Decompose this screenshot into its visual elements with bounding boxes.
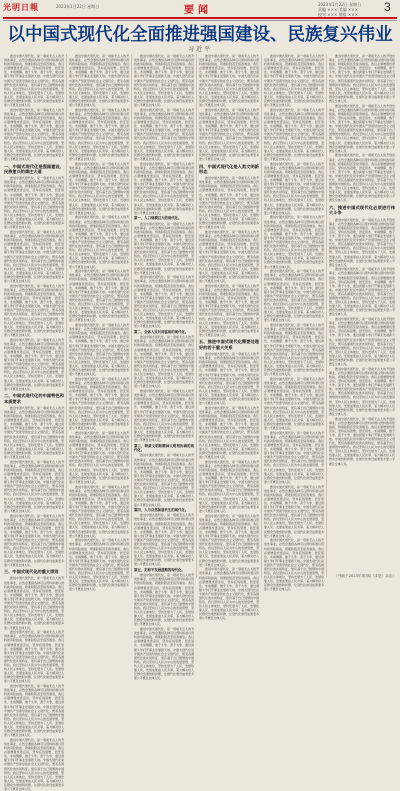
- body-paragraph: 推进中国式现代化，是一项前无古人的开创性事业，必然会遇到各种可以预料和难以预料的风险挑战、艰难险阻甚至惊涛骇浪。我们必须增强忧患意识，坚持底线思维，居安思危、未雨绸缪，敢于斗争、善于斗争，通过顽强斗争打开事业发展新天地。中国式现代化是中国共产党领导的社会主义现代化，既有各国现代化的共同特征，更有基于自己国情的中国特色。我们坚持以人民为中心的发展思想，坚持人民主体地位，坚持发展为了人民、发展依靠人民、发展成果由人民共享，着力解决好人民群众急难愁盼问题，让现代化建设成果更多更公平惠及全体人民。: [264, 161, 324, 215]
- sub-heading: 第一，人口规模巨大的现代化。: [134, 216, 182, 221]
- body-paragraph: 推进中国式现代化，是一项前无古人的开创性事业，必然会遇到各种可以预料和难以预料的风险挑战、艰难险阻甚至惊涛骇浪。我们必须增强忧患意识，坚持底线思维，居安思危、未雨绸缪，敢于斗争、善于斗争，通过顽强斗争打开事业发展新天地。中国式现代化是中国共产党领导的社会主义现代化，既有各国现代化的共同特征，更有基于自己国情的中国特色。我们坚持以人民为中心的发展思想，坚持人民主体地位，坚持发展为了人民、发展依靠人民、发展成果由人民共享，着力解决好人民群众急难愁盼问题，让现代化建设成果更多更公平惠及全体人民。: [329, 153, 395, 203]
- body-paragraph: 推进中国式现代化，是一项前无古人的开创性事业，必然会遇到各种可以预料和难以预料的风险挑战、艰难险阻甚至惊涛骇浪。我们必须增强忧患意识，坚持底线思维，居安思危、未雨绸缪，敢于斗争、善于斗争，通过顽强斗争打开事业发展新天地。中国式现代化是中国共产党领导的社会主义现代化，既有各国现代化的共同特征，更有基于自己国情的中国特色。我们坚持以人民为中心的发展思想，坚持人民主体地位，坚持发展为了人民、发展依靠人民、发展成果由人民共享，着力解决好人民群众急难愁盼问题，让现代化建设成果更多更公平惠及全体人民。: [134, 453, 194, 507]
- body-paragraph: 推进中国式现代化，是一项前无古人的开创性事业，必然会遇到各种可以预料和难以预料的风险挑战、艰难险阻甚至惊涛骇浪。我们必须增强忧患意识，坚持底线思维，居安思危、未雨绸缪，敢于斗争、善于斗争，通过顽强斗争打开事业发展新天地。中国式现代化是中国共产党领导的社会主义现代化，既有各国现代化的共同特征，更有基于自己国情的中国特色。我们坚持以人民为中心的发展思想，坚持人民主体地位，坚持发展为了人民、发展依靠人民、发展成果由人民共享，着力解决好人民群众急难愁盼问题，让现代化建设成果更多更公平惠及全体人民。: [199, 513, 259, 567]
- body-paragraph: 推进中国式现代化，是一项前无古人的开创性事业，必然会遇到各种可以预料和难以预料的风险挑战、艰难险阻甚至惊涛骇浪。我们必须增强忧患意识，坚持底线思维，居安思危、未雨绸缪，敢于斗争、善于斗争，通过顽强斗争打开事业发展新天地。中国式现代化是中国共产党领导的社会主义现代化，既有各国现代化的共同特征，更有基于自己国情的中国特色。我们坚持以人民为中心的发展思想，坚持人民主体地位，坚持发展为了人民、发展依靠人民、发展成果由人民共享，着力解决好人民群众急难愁盼问题，让现代化建设成果更多更公平惠及全体人民。: [4, 576, 64, 630]
- body-paragraph: 推进中国式现代化，是一项前无古人的开创性事业，必然会遇到各种可以预料和难以预料的风险挑战、艰难险阻甚至惊涛骇浪。我们必须增强忧患意识，坚持底线思维，居安思危、未雨绸缪，敢于斗争、善于斗争，通过顽强斗争打开事业发展新天地。中国式现代化是中国共产党领导的社会主义现代化，既有各国现代化的共同特征，更有基于自己国情的中国特色。我们坚持以人民为中心的发展思想，坚持人民主体地位，坚持发展为了人民、发展依靠人民、发展成果由人民共享，着力解决好人民群众急难愁盼问题，让现代化建设成果更多更公平惠及全体人民。: [69, 430, 129, 484]
- body-paragraph: 推进中国式现代化，是一项前无古人的开创性事业，必然会遇到各种可以预料和难以预料的风险挑战、艰难险阻甚至惊涛骇浪。我们必须增强忧患意识，坚持底线思维，居安思危、未雨绸缪，敢于斗争、善于斗争，通过顽强斗争打开事业发展新天地。中国式现代化是中国共产党领导的社会主义现代化，既有各国现代化的共同特征，更有基于自己国情的中国特色。我们坚持以人民为中心的发展思想，坚持人民主体地位，坚持发展为了人民、发展依靠人民、发展成果由人民共享，着力解决好人民群众急难愁盼问题，让现代化建设成果更多更公平惠及全体人民。: [4, 737, 64, 791]
- body-paragraph: 推进中国式现代化，是一项前无古人的开创性事业，必然会遇到各种可以预料和难以预料的风险挑战、艰难险阻甚至惊涛骇浪。我们必须增强忧患意识，坚持底线思维，居安思危、未雨绸缪，敢于斗争、善于斗争，通过顽强斗争打开事业发展新天地。中国式现代化是中国共产党领导的社会主义现代化，既有各国现代化的共同特征，更有基于自己国情的中国特色。我们坚持以人民为中心的发展思想，坚持人民主体地位，坚持发展为了人民、发展依靠人民、发展成果由人民共享，着力解决好人民群众急难愁盼问题，让现代化建设成果更多更公平惠及全体人民。: [134, 627, 194, 681]
- body-paragraph: 推进中国式现代化，是一项前无古人的开创性事业，必然会遇到各种可以预料和难以预料的风险挑战、艰难险阻甚至惊涛骇浪。我们必须增强忧患意识，坚持底线思维，居安思危、未雨绸缪，敢于斗争、善于斗争，通过顽强斗争打开事业发展新天地。中国式现代化是中国共产党领导的社会主义现代化，既有各国现代化的共同特征，更有基于自己国情的中国特色。我们坚持以人民为中心的发展思想，坚持人民主体地位，坚持发展为了人民、发展依靠人民、发展成果由人民共享，着力解决好人民群众急难愁盼问题，让现代化建设成果更多更公平惠及全体人民。: [4, 107, 64, 161]
- body-paragraph: 推进中国式现代化，是一项前无古人的开创性事业，必然会遇到各种可以预料和难以预料的风险挑战、艰难险阻甚至惊涛骇浪。我们必须增强忧患意识，坚持底线思维，居安思危、未雨绸缪，敢于斗争、善于斗争，通过顽强斗争打开事业发展新天地。中国式现代化是中国共产党领导的社会主义现代化，既有各国现代化的共同特征，更有基于自己国情的中国特色。我们坚持以人民为中心的发展思想，坚持人民主体地位，坚持发展为了人民、发展依靠人民、发展成果由人民共享，着力解决好人民群众急难愁盼问题，让现代化建设成果更多更公平惠及全体人民。: [199, 459, 259, 513]
- article-byline: 习近平: [187, 46, 212, 53]
- body-paragraph: 推进中国式现代化，是一项前无古人的开创性事业，必然会遇到各种可以预料和难以预料的风险挑战、艰难险阻甚至惊涛骇浪。我们必须增强忧患意识，坚持底线思维，居安思危、未雨绸缪，敢于斗争、善于斗争，通过顽强斗争打开事业发展新天地。中国式现代化是中国共产党领导的社会主义现代化，既有各国现代化的共同特征，更有基于自己国情的中国特色。我们坚持以人民为中心的发展思想，坚持人民主体地位，坚持发展为了人民、发展依靠人民、发展成果由人民共享，着力解决好人民群众急难愁盼问题，让现代化建设成果更多更公平惠及全体人民。: [4, 684, 64, 738]
- body-paragraph: 推进中国式现代化，是一项前无古人的开创性事业，必然会遇到各种可以预料和难以预料的风险挑战、艰难险阻甚至惊涛骇浪。我们必须增强忧患意识，坚持底线思维，居安思危、未雨绸缪，敢于斗争、善于斗争，通过顽强斗争打开事业发展新天地。中国式现代化是中国共产党领导的社会主义现代化，既有各国现代化的共同特征，更有基于自己国情的中国特色。我们坚持以人民为中心的发展思想，坚持人民主体地位，坚持发展为了人民、发展依靠人民、发展成果由人民共享，着力解决好人民群众急难愁盼问题，让现代化建设成果更多更公平惠及全体人民。: [329, 416, 395, 466]
- body-paragraph: 推进中国式现代化，是一项前无古人的开创性事业，必然会遇到各种可以预料和难以预料的风险挑战、艰难险阻甚至惊涛骇浪。我们必须增强忧患意识，坚持底线思维，居安思危、未雨绸缪，敢于斗争、善于斗争，通过顽强斗争打开事业发展新天地。中国式现代化是中国共产党领导的社会主义现代化，既有各国现代化的共同特征，更有基于自己国情的中国特色。我们坚持以人民为中心的发展思想，坚持人民主体地位，坚持发展为了人民、发展依靠人民、发展成果由人民共享，着力解决好人民群众急难愁盼问题，让现代化建设成果更多更公平惠及全体人民。: [4, 229, 64, 284]
- body-paragraph: 推进中国式现代化，是一项前无古人的开创性事业，必然会遇到各种可以预料和难以预料的风险挑战、艰难险阻甚至惊涛骇浪。我们必须增强忧患意识，坚持底线思维，居安思危、未雨绸缪，敢于斗争、善于斗争，通过顽强斗争打开事业发展新天地。中国式现代化是中国共产党领导的社会主义现代化，既有各国现代化的共同特征，更有基于自己国情的中国特色。我们坚持以人民为中心的发展思想，坚持人民主体地位，坚持发展为了人民、发展依靠人民、发展成果由人民共享，着力解决好人民群众急难愁盼问题，让现代化建设成果更多更公平惠及全体人民。: [199, 54, 259, 108]
- article-column-4: [199, 54, 259, 621]
- body-paragraph: 推进中国式现代化，是一项前无古人的开创性事业，必然会遇到各种可以预料和难以预料的风险挑战、艰难险阻甚至惊涛骇浪。我们必须增强忧患意识，坚持底线思维，居安思危、未雨绸缪，敢于斗争、善于斗争，通过顽强斗争打开事业发展新天地。中国式现代化是中国共产党领导的社会主义现代化，既有各国现代化的共同特征，更有基于自己国情的中国特色。我们坚持以人民为中心的发展思想，坚持人民主体地位，坚持发展为了人民、发展依靠人民、发展成果由人民共享，着力解决好人民群众急难愁盼问题，让现代化建设成果更多更公平惠及全体人民。: [134, 513, 194, 567]
- body-paragraph: 推进中国式现代化，是一项前无古人的开创性事业，必然会遇到各种可以预料和难以预料的风险挑战、艰难险阻甚至惊涛骇浪。我们必须增强忧患意识，坚持底线思维，居安思危、未雨绸缪，敢于斗争、善于斗争，通过顽强斗争打开事业发展新天地。中国式现代化是中国共产党领导的社会主义现代化，既有各国现代化的共同特征，更有基于自己国情的中国特色。我们坚持以人民为中心的发展思想，坚持人民主体地位，坚持发展为了人民、发展依靠人民、发展成果由人民共享，着力解决好人民群众急难愁盼问题，让现代化建设成果更多更公平惠及全体人民。: [134, 335, 194, 389]
- body-paragraph: 推进中国式现代化，是一项前无古人的开创性事业，必然会遇到各种可以预料和难以预料的风险挑战、艰难险阻甚至惊涛骇浪。我们必须增强忧患意识，坚持底线思维，居安思危、未雨绸缪，敢于斗争、善于斗争，通过顽强斗争打开事业发展新天地。中国式现代化是中国共产党领导的社会主义现代化，既有各国现代化的共同特征，更有基于自己国情的中国特色。我们坚持以人民为中心的发展思想，坚持人民主体地位，坚持发展为了人民、发展依靠人民、发展成果由人民共享，着力解决好人民群众急难愁盼问题，让现代化建设成果更多更公平惠及全体人民。: [69, 215, 129, 269]
- body-paragraph: 推进中国式现代化，是一项前无古人的开创性事业，必然会遇到各种可以预料和难以预料的风险挑战、艰难险阻甚至惊涛骇浪。我们必须增强忧患意识，坚持底线思维，居安思危、未雨绸缪，敢于斗争、善于斗争，通过顽强斗争打开事业发展新天地。中国式现代化是中国共产党领导的社会主义现代化，既有各国现代化的共同特征，更有基于自己国情的中国特色。我们坚持以人民为中心的发展思想，坚持人民主体地位，坚持发展为了人民、发展依靠人民、发展成果由人民共享，着力解决好人民群众急难愁盼问题，让现代化建设成果更多更公平惠及全体人民。: [69, 54, 129, 108]
- body-paragraph: 推进中国式现代化，是一项前无古人的开创性事业，必然会遇到各种可以预料和难以预料的风险挑战、艰难险阻甚至惊涛骇浪。我们必须增强忧患意识，坚持底线思维，居安思危、未雨绸缪，敢于斗争、善于斗争，通过顽强斗争打开事业发展新天地。中国式现代化是中国共产党领导的社会主义现代化，既有各国现代化的共同特征，更有基于自己国情的中国特色。我们坚持以人民为中心的发展思想，坚持人民主体地位，坚持发展为了人民、发展依靠人民、发展成果由人民共享，着力解决好人民群众急难愁盼问题，让现代化建设成果更多更公平惠及全体人民。: [4, 459, 64, 513]
- body-paragraph: 推进中国式现代化，是一项前无古人的开创性事业，必然会遇到各种可以预料和难以预料的风险挑战、艰难险阻甚至惊涛骇浪。我们必须增强忧患意识，坚持底线思维，居安思危、未雨绸缪，敢于斗争、善于斗争，通过顽强斗争打开事业发展新天地。中国式现代化是中国共产党领导的社会主义现代化，既有各国现代化的共同特征，更有基于自己国情的中国特色。我们坚持以人民为中心的发展思想，坚持人民主体地位，坚持发展为了人民、发展依靠人民、发展成果由人民共享，着力解决好人民群众急难愁盼问题，让现代化建设成果更多更公平惠及全体人民。: [264, 538, 324, 592]
- body-paragraph: 推进中国式现代化，是一项前无古人的开创性事业，必然会遇到各种可以预料和难以预料的风险挑战、艰难险阻甚至惊涛骇浪。我们必须增强忧患意识，坚持底线思维，居安思危、未雨绸缪，敢于斗争、善于斗争，通过顽强斗争打开事业发展新天地。中国式现代化是中国共产党领导的社会主义现代化，既有各国现代化的共同特征，更有基于自己国情的中国特色。我们坚持以人民为中心的发展思想，坚持人民主体地位，坚持发展为了人民、发展依靠人民、发展成果由人民共享，着力解决好人民群众急难愁盼问题，让现代化建设成果更多更公平惠及全体人民。: [4, 283, 64, 337]
- column-divider: [66, 54, 67, 578]
- body-paragraph: 推进中国式现代化，是一项前无古人的开创性事业，必然会遇到各种可以预料和难以预料的风险挑战、艰难险阻甚至惊涛骇浪。我们必须增强忧患意识，坚持底线思维，居安思危、未雨绸缪，敢于斗争、善于斗争，通过顽强斗争打开事业发展新天地。中国式现代化是中国共产党领导的社会主义现代化，既有各国现代化的共同特征，更有基于自己国情的中国特色。我们坚持以人民为中心的发展思想，坚持人民主体地位，坚持发展为了人民、发展依靠人民、发展成果由人民共享，着力解决好人民群众急难愁盼问题，让现代化建设成果更多更公平惠及全体人民。: [199, 567, 259, 621]
- body-paragraph: 推进中国式现代化，是一项前无古人的开创性事业，必然会遇到各种可以预料和难以预料的风险挑战、艰难险阻甚至惊涛骇浪。我们必须增强忧患意识，坚持底线思维，居安思危、未雨绸缪，敢于斗争、善于斗争，通过顽强斗争打开事业发展新天地。中国式现代化是中国共产党领导的社会主义现代化，既有各国现代化的共同特征，更有基于自己国情的中国特色。我们坚持以人民为中心的发展思想，坚持人民主体地位，坚持发展为了人民、发展依靠人民、发展成果由人民共享，着力解决好人民群众急难愁盼问题，让现代化建设成果更多更公平惠及全体人民。: [69, 161, 129, 215]
- sub-heading: 第四，人与自然和谐共生的现代化。: [134, 508, 189, 513]
- section-heading: 二、中国式现代化的中国特色和本质要求: [4, 393, 64, 404]
- body-paragraph: 推进中国式现代化，是一项前无古人的开创性事业，必然会遇到各种可以预料和难以预料的风险挑战、艰难险阻甚至惊涛骇浪。我们必须增强忧患意识，坚持底线思维，居安思危、未雨绸缪，敢于斗争、善于斗争，通过顽强斗争打开事业发展新天地。中国式现代化是中国共产党领导的社会主义现代化，既有各国现代化的共同特征，更有基于自己国情的中国特色。我们坚持以人民为中心的发展思想，坚持人民主体地位，坚持发展为了人民、发展依靠人民、发展成果由人民共享，着力解决好人民群众急难愁盼问题，让现代化建设成果更多更公平惠及全体人民。: [134, 389, 194, 443]
- body-paragraph: 推进中国式现代化，是一项前无古人的开创性事业，必然会遇到各种可以预料和难以预料的风险挑战、艰难险阻甚至惊涛骇浪。我们必须增强忧患意识，坚持底线思维，居安思危、未雨绸缪，敢于斗争、善于斗争，通过顽强斗争打开事业发展新天地。中国式现代化是中国共产党领导的社会主义现代化，既有各国现代化的共同特征，更有基于自己国情的中国特色。我们坚持以人民为中心的发展思想，坚持人民主体地位，坚持发展为了人民、发展依靠人民、发展成果由人民共享，着力解决好人民群众急难愁盼问题，让现代化建设成果更多更公平惠及全体人民。: [69, 484, 129, 538]
- masthead-rule: [3, 17, 397, 19]
- masthead-info-line: 责编 ××× 美编 ×××: [318, 7, 358, 12]
- masthead-info-line: 校对 ××× 照排 ×××: [318, 12, 358, 17]
- body-paragraph: 推进中国式现代化，是一项前无古人的开创性事业，必然会遇到各种可以预料和难以预料的风险挑战、艰难险阻甚至惊涛骇浪。我们必须增强忧患意识，坚持底线思维，居安思危、未雨绸缪，敢于斗争、善于斗争，通过顽强斗争打开事业发展新天地。中国式现代化是中国共产党领导的社会主义现代化，既有各国现代化的共同特征，更有基于自己国情的中国特色。我们坚持以人民为中心的发展思想，坚持人民主体地位，坚持发展为了人民、发展依靠人民、发展成果由人民共享，着力解决好人民群众急难愁盼问题，让现代化建设成果更多更公平惠及全体人民。: [4, 337, 64, 391]
- body-paragraph: 推进中国式现代化，是一项前无古人的开创性事业，必然会遇到各种可以预料和难以预料的风险挑战、艰难险阻甚至惊涛骇浪。我们必须增强忧患意识，坚持底线思维，居安思危、未雨绸缪，敢于斗争、善于斗争，通过顽强斗争打开事业发展新天地。中国式现代化是中国共产党领导的社会主义现代化，既有各国现代化的共同特征，更有基于自己国情的中国特色。我们坚持以人民为中心的发展思想，坚持人民主体地位，坚持发展为了人民、发展依靠人民、发展成果由人民共享，着力解决好人民群众急难愁盼问题，让现代化建设成果更多更公平惠及全体人民。: [329, 317, 395, 367]
- body-paragraph: 推进中国式现代化，是一项前无古人的开创性事业，必然会遇到各种可以预料和难以预料的风险挑战、艰难险阻甚至惊涛骇浪。我们必须增强忧患意识，坚持底线思维，居安思危、未雨绸缪，敢于斗争、善于斗争，通过顽强斗争打开事业发展新天地。中国式现代化是中国共产党领导的社会主义现代化，既有各国现代化的共同特征，更有基于自己国情的中国特色。我们坚持以人民为中心的发展思想，坚持人民主体地位，坚持发展为了人民、发展依靠人民、发展成果由人民共享，着力解决好人民群众急难愁盼问题，让现代化建设成果更多更公平惠及全体人民。: [264, 107, 324, 161]
- body-paragraph: 推进中国式现代化，是一项前无古人的开创性事业，必然会遇到各种可以预料和难以预料的风险挑战、艰难险阻甚至惊涛骇浪。我们必须增强忧患意识，坚持底线思维，居安思危、未雨绸缪，敢于斗争、善于斗争，通过顽强斗争打开事业发展新天地。中国式现代化是中国共产党领导的社会主义现代化，既有各国现代化的共同特征，更有基于自己国情的中国特色。我们坚持以人民为中心的发展思想，坚持人民主体地位，坚持发展为了人民、发展依靠人民、发展成果由人民共享，着力解决好人民群众急难愁盼问题，让现代化建设成果更多更公平惠及全体人民。: [264, 484, 324, 538]
- article-column-5: [264, 54, 324, 592]
- article-column-6: [329, 54, 395, 466]
- body-paragraph: 推进中国式现代化，是一项前无古人的开创性事业，必然会遇到各种可以预料和难以预料的风险挑战、艰难险阻甚至惊涛骇浪。我们必须增强忧患意识，坚持底线思维，居安思危、未雨绸缪，敢于斗争、善于斗争，通过顽强斗争打开事业发展新天地。中国式现代化是中国共产党领导的社会主义现代化，既有各国现代化的共同特征，更有基于自己国情的中国特色。我们坚持以人民为中心的发展思想，坚持人民主体地位，坚持发展为了人民、发展依靠人民、发展成果由人民共享，着力解决好人民群众急难愁盼问题，让现代化建设成果更多更公平惠及全体人民。: [69, 269, 129, 323]
- body-paragraph: 推进中国式现代化，是一项前无古人的开创性事业，必然会遇到各种可以预料和难以预料的风险挑战、艰难险阻甚至惊涛骇浪。我们必须增强忧患意识，坚持底线思维，居安思危、未雨绸缪，敢于斗争、善于斗争，通过顽强斗争打开事业发展新天地。中国式现代化是中国共产党领导的社会主义现代化，既有各国现代化的共同特征，更有基于自己国情的中国特色。我们坚持以人民为中心的发展思想，坚持人民主体地位，坚持发展为了人民、发展依靠人民、发展成果由人民共享，着力解决好人民群众急难愁盼问题，让现代化建设成果更多更公平惠及全体人民。: [199, 283, 259, 337]
- body-paragraph: 推进中国式现代化，是一项前无古人的开创性事业，必然会遇到各种可以预料和难以预料的风险挑战、艰难险阻甚至惊涛骇浪。我们必须增强忧患意识，坚持底线思维，居安思危、未雨绸缪，敢于斗争、善于斗争，通过顽强斗争打开事业发展新天地。中国式现代化是中国共产党领导的社会主义现代化，既有各国现代化的共同特征，更有基于自己国情的中国特色。我们坚持以人民为中心的发展思想，坚持人民主体地位，坚持发展为了人民、发展依靠人民、发展成果由人民共享，着力解决好人民群众急难愁盼问题，让现代化建设成果更多更公平惠及全体人民。: [329, 103, 395, 153]
- body-paragraph: 推进中国式现代化，是一项前无古人的开创性事业，必然会遇到各种可以预料和难以预料的风险挑战、艰难险阻甚至惊涛骇浪。我们必须增强忧患意识，坚持底线思维，居安思危、未雨绸缪，敢于斗争、善于斗争，通过顽强斗争打开事业发展新天地。中国式现代化是中国共产党领导的社会主义现代化，既有各国现代化的共同特征，更有基于自己国情的中国特色。我们坚持以人民为中心的发展思想，坚持人民主体地位，坚持发展为了人民、发展依靠人民、发展成果由人民共享，着力解决好人民群众急难愁盼问题，让现代化建设成果更多更公平惠及全体人民。: [134, 54, 194, 108]
- body-paragraph: 推进中国式现代化，是一项前无古人的开创性事业，必然会遇到各种可以预料和难以预料的风险挑战、艰难险阻甚至惊涛骇浪。我们必须增强忧患意识，坚持底线思维，居安思危、未雨绸缪，敢于斗争、善于斗争，通过顽强斗争打开事业发展新天地。中国式现代化是中国共产党领导的社会主义现代化，既有各国现代化的共同特征，更有基于自己国情的中国特色。我们坚持以人民为中心的发展思想，坚持人民主体地位，坚持发展为了人民、发展依靠人民、发展成果由人民共享，着力解决好人民群众急难愁盼问题，让现代化建设成果更多更公平惠及全体人民。: [329, 267, 395, 317]
- body-paragraph: 推进中国式现代化，是一项前无古人的开创性事业，必然会遇到各种可以预料和难以预料的风险挑战、艰难险阻甚至惊涛骇浪。我们必须增强忧患意识，坚持底线思维，居安思危、未雨绸缪，敢于斗争、善于斗争，通过顽强斗争打开事业发展新天地。中国式现代化是中国共产党领导的社会主义现代化，既有各国现代化的共同特征，更有基于自己国情的中国特色。我们坚持以人民为中心的发展思想，坚持人民主体地位，坚持发展为了人民、发展依靠人民、发展成果由人民共享，着力解决好人民群众急难愁盼问题，让现代化建设成果更多更公平惠及全体人民。: [264, 376, 324, 430]
- masthead: [0, 0, 400, 17]
- column-divider: [326, 54, 327, 578]
- body-paragraph: 推进中国式现代化，是一项前无古人的开创性事业，必然会遇到各种可以预料和难以预料的风险挑战、艰难险阻甚至惊涛骇浪。我们必须增强忧患意识，坚持底线思维，居安思危、未雨绸缪，敢于斗争、善于斗争，通过顽强斗争打开事业发展新天地。中国式现代化是中国共产党领导的社会主义现代化，既有各国现代化的共同特征，更有基于自己国情的中国特色。我们坚持以人民为中心的发展思想，坚持人民主体地位，坚持发展为了人民、发展依靠人民、发展成果由人民共享，着力解决好人民群众急难愁盼问题，让现代化建设成果更多更公平惠及全体人民。: [134, 221, 194, 275]
- body-paragraph: 推进中国式现代化，是一项前无古人的开创性事业，必然会遇到各种可以预料和难以预料的风险挑战、艰难险阻甚至惊涛骇浪。我们必须增强忧患意识，坚持底线思维，居安思危、未雨绸缪，敢于斗争、善于斗争，通过顽强斗争打开事业发展新天地。中国式现代化是中国共产党领导的社会主义现代化，既有各国现代化的共同特征，更有基于自己国情的中国特色。我们坚持以人民为中心的发展思想，坚持人民主体地位，坚持发展为了人民、发展依靠人民、发展成果由人民共享，着力解决好人民群众急难愁盼问题，让现代化建设成果更多更公平惠及全体人民。: [199, 176, 259, 230]
- body-paragraph: 推进中国式现代化，是一项前无古人的开创性事业，必然会遇到各种可以预料和难以预料的风险挑战、艰难险阻甚至惊涛骇浪。我们必须增强忧患意识，坚持底线思维，居安思危、未雨绸缪，敢于斗争、善于斗争，通过顽强斗争打开事业发展新天地。中国式现代化是中国共产党领导的社会主义现代化，既有各国现代化的共同特征，更有基于自己国情的中国特色。我们坚持以人民为中心的发展思想，坚持人民主体地位，坚持发展为了人民、发展依靠人民、发展成果由人民共享，着力解决好人民群众急难愁盼问题，让现代化建设成果更多更公平惠及全体人民。: [4, 513, 64, 567]
- body-paragraph: 推进中国式现代化，是一项前无古人的开创性事业，必然会遇到各种可以预料和难以预料的风险挑战、艰难险阻甚至惊涛骇浪。我们必须增强忧患意识，坚持底线思维，居安思危、未雨绸缪，敢于斗争、善于斗争，通过顽强斗争打开事业发展新天地。中国式现代化是中国共产党领导的社会主义现代化，既有各国现代化的共同特征，更有基于自己国情的中国特色。我们坚持以人民为中心的发展思想，坚持人民主体地位，坚持发展为了人民、发展依靠人民、发展成果由人民共享，着力解决好人民群众急难愁盼问题，让现代化建设成果更多更公平惠及全体人民。: [199, 229, 259, 284]
- body-paragraph: 推进中国式现代化，是一项前无古人的开创性事业，必然会遇到各种可以预料和难以预料的风险挑战、艰难险阻甚至惊涛骇浪。我们必须增强忧患意识，坚持底线思维，居安思危、未雨绸缪，敢于斗争、善于斗争，通过顽强斗争打开事业发展新天地。中国式现代化是中国共产党领导的社会主义现代化，既有各国现代化的共同特征，更有基于自己国情的中国特色。我们坚持以人民为中心的发展思想，坚持人民主体地位，坚持发展为了人民、发展依靠人民、发展成果由人民共享，着力解决好人民群众急难愁盼问题，让现代化建设成果更多更公平惠及全体人民。: [69, 107, 129, 161]
- body-paragraph: 推进中国式现代化，是一项前无古人的开创性事业，必然会遇到各种可以预料和难以预料的风险挑战、艰难险阻甚至惊涛骇浪。我们必须增强忧患意识，坚持底线思维，居安思危、未雨绸缪，敢于斗争、善于斗争，通过顽强斗争打开事业发展新天地。中国式现代化是中国共产党领导的社会主义现代化，既有各国现代化的共同特征，更有基于自己国情的中国特色。我们坚持以人民为中心的发展思想，坚持人民主体地位，坚持发展为了人民、发展依靠人民、发展成果由人民共享，着力解决好人民群众急难愁盼问题，让现代化建设成果更多更公平惠及全体人民。: [329, 366, 395, 416]
- section-heading: 三、中国式现代化的重大原则: [4, 569, 59, 575]
- column-divider: [196, 54, 197, 578]
- article-column-3: [134, 54, 194, 681]
- body-paragraph: 推进中国式现代化，是一项前无古人的开创性事业，必然会遇到各种可以预料和难以预料的风险挑战、艰难险阻甚至惊涛骇浪。我们必须增强忧患意识，坚持底线思维，居安思危、未雨绸缪，敢于斗争、善于斗争，通过顽强斗争打开事业发展新天地。中国式现代化是中国共产党领导的社会主义现代化，既有各国现代化的共同特征，更有基于自己国情的中国特色。我们坚持以人民为中心的发展思想，坚持人民主体地位，坚持发展为了人民、发展依靠人民、发展成果由人民共享，着力解决好人民群众急难愁盼问题，让现代化建设成果更多更公平惠及全体人民。: [134, 107, 194, 161]
- body-paragraph: 推进中国式现代化，是一项前无古人的开创性事业，必然会遇到各种可以预料和难以预料的风险挑战、艰难险阻甚至惊涛骇浪。我们必须增强忧患意识，坚持底线思维，居安思危、未雨绸缪，敢于斗争、善于斗争，通过顽强斗争打开事业发展新天地。中国式现代化是中国共产党领导的社会主义现代化，既有各国现代化的共同特征，更有基于自己国情的中国特色。我们坚持以人民为中心的发展思想，坚持人民主体地位，坚持发展为了人民、发展依靠人民、发展成果由人民共享，着力解决好人民群众急难愁盼问题，让现代化建设成果更多更公平惠及全体人民。: [134, 161, 194, 215]
- column-divider: [261, 54, 262, 578]
- article-headline: 以中国式现代化全面推进强国建设、民族复兴伟业: [7, 25, 393, 45]
- sub-heading: 第五，走和平发展道路的现代化。: [134, 568, 185, 573]
- section-heading: 四、中国式现代化是人类文明新形态: [199, 163, 259, 174]
- body-paragraph: 推进中国式现代化，是一项前无古人的开创性事业，必然会遇到各种可以预料和难以预料的风险挑战、艰难险阻甚至惊涛骇浪。我们必须增强忧患意识，坚持底线思维，居安思危、未雨绸缪，敢于斗争、善于斗争，通过顽强斗争打开事业发展新天地。中国式现代化是中国共产党领导的社会主义现代化，既有各国现代化的共同特征，更有基于自己国情的中国特色。我们坚持以人民为中心的发展思想，坚持人民主体地位，坚持发展为了人民、发展依靠人民、发展成果由人民共享，着力解决好人民群众急难愁盼问题，让现代化建设成果更多更公平惠及全体人民。: [329, 54, 395, 104]
- body-paragraph: 推进中国式现代化，是一项前无古人的开创性事业，必然会遇到各种可以预料和难以预料的风险挑战、艰难险阻甚至惊涛骇浪。我们必须增强忧患意识，坚持底线思维，居安思危、未雨绸缪，敢于斗争、善于斗争，通过顽强斗争打开事业发展新天地。中国式现代化是中国共产党领导的社会主义现代化，既有各国现代化的共同特征，更有基于自己国情的中国特色。我们坚持以人民为中心的发展思想，坚持人民主体地位，坚持发展为了人民、发展依靠人民、发展成果由人民共享，着力解决好人民群众急难愁盼问题，让现代化建设成果更多更公平惠及全体人民。: [199, 352, 259, 406]
- column-divider: [131, 54, 132, 578]
- body-paragraph: 推进中国式现代化，是一项前无古人的开创性事业，必然会遇到各种可以预料和难以预料的风险挑战、艰难险阻甚至惊涛骇浪。我们必须增强忧患意识，坚持底线思维，居安思危、未雨绸缪，敢于斗争、善于斗争，通过顽强斗争打开事业发展新天地。中国式现代化是中国共产党领导的社会主义现代化，既有各国现代化的共同特征，更有基于自己国情的中国特色。我们坚持以人民为中心的发展思想，坚持人民主体地位，坚持发展为了人民、发展依靠人民、发展成果由人民共享，着力解决好人民群众急难愁盼问题，让现代化建设成果更多更公平惠及全体人民。: [4, 630, 64, 684]
- masthead-date: 2023年1月22日 星期日: [56, 4, 100, 9]
- masthead-info-line: 2023年1月22日 星期日: [318, 2, 362, 7]
- body-paragraph: 推进中国式现代化，是一项前无古人的开创性事业，必然会遇到各种可以预料和难以预料的风险挑战、艰难险阻甚至惊涛骇浪。我们必须增强忧患意识，坚持底线思维，居安思危、未雨绸缪，敢于斗争、善于斗争，通过顽强斗争打开事业发展新天地。中国式现代化是中国共产党领导的社会主义现代化，既有各国现代化的共同特征，更有基于自己国情的中国特色。我们坚持以人民为中心的发展思想，坚持人民主体地位，坚持发展为了人民、发展依靠人民、发展成果由人民共享，着力解决好人民群众急难愁盼问题，让现代化建设成果更多更公平惠及全体人民。: [134, 275, 194, 329]
- section-heading: 六、推进中国式现代化必须进行伟大斗争: [329, 205, 395, 216]
- body-paragraph: 推进中国式现代化，是一项前无古人的开创性事业，必然会遇到各种可以预料和难以预料的风险挑战、艰难险阻甚至惊涛骇浪。我们必须增强忧患意识，坚持底线思维，居安思危、未雨绸缪，敢于斗争、善于斗争，通过顽强斗争打开事业发展新天地。中国式现代化是中国共产党领导的社会主义现代化，既有各国现代化的共同特征，更有基于自己国情的中国特色。我们坚持以人民为中心的发展思想，坚持人民主体地位，坚持发展为了人民、发展依靠人民、发展成果由人民共享，着力解决好人民群众急难愁盼问题，让现代化建设成果更多更公平惠及全体人民。: [134, 573, 194, 627]
- masthead-info: [318, 2, 374, 17]
- article-column-2: [69, 54, 129, 592]
- body-paragraph: 推进中国式现代化，是一项前无古人的开创性事业，必然会遇到各种可以预料和难以预料的风险挑战、艰难险阻甚至惊涛骇浪。我们必须增强忧患意识，坚持底线思维，居安思危、未雨绸缪，敢于斗争、善于斗争，通过顽强斗争打开事业发展新天地。中国式现代化是中国共产党领导的社会主义现代化，既有各国现代化的共同特征，更有基于自己国情的中国特色。我们坚持以人民为中心的发展思想，坚持人民主体地位，坚持发展为了人民、发展依靠人民、发展成果由人民共享，着力解决好人民群众急难愁盼问题，让现代化建设成果更多更公平惠及全体人民。: [264, 430, 324, 484]
- body-paragraph: 推进中国式现代化，是一项前无古人的开创性事业，必然会遇到各种可以预料和难以预料的风险挑战、艰难险阻甚至惊涛骇浪。我们必须增强忧患意识，坚持底线思维，居安思危、未雨绸缪，敢于斗争、善于斗争，通过顽强斗争打开事业发展新天地。中国式现代化是中国共产党领导的社会主义现代化，既有各国现代化的共同特征，更有基于自己国情的中国特色。我们坚持以人民为中心的发展思想，坚持人民主体地位，坚持发展为了人民、发展依靠人民、发展成果由人民共享，着力解决好人民群众急难愁盼问题，让现代化建设成果更多更公平惠及全体人民。: [199, 107, 259, 161]
- body-paragraph: 推进中国式现代化，是一项前无古人的开创性事业，必然会遇到各种可以预料和难以预料的风险挑战、艰难险阻甚至惊涛骇浪。我们必须增强忧患意识，坚持底线思维，居安思危、未雨绸缪，敢于斗争、善于斗争，通过顽强斗争打开事业发展新天地。中国式现代化是中国共产党领导的社会主义现代化，既有各国现代化的共同特征，更有基于自己国情的中国特色。我们坚持以人民为中心的发展思想，坚持人民主体地位，坚持发展为了人民、发展依靠人民、发展成果由人民共享，着力解决好人民群众急难愁盼问题，让现代化建设成果更多更公平惠及全体人民。: [69, 323, 129, 377]
- body-paragraph: 推进中国式现代化，是一项前无古人的开创性事业，必然会遇到各种可以预料和难以预料的风险挑战、艰难险阻甚至惊涛骇浪。我们必须增强忧患意识，坚持底线思维，居安思危、未雨绸缪，敢于斗争、善于斗争，通过顽强斗争打开事业发展新天地。中国式现代化是中国共产党领导的社会主义现代化，既有各国现代化的共同特征，更有基于自己国情的中国特色。我们坚持以人民为中心的发展思想，坚持人民主体地位，坚持发展为了人民、发展依靠人民、发展成果由人民共享，着力解决好人民群众急难愁盼问题，让现代化建设成果更多更公平惠及全体人民。: [4, 405, 64, 460]
- body-paragraph: 推进中国式现代化，是一项前无古人的开创性事业，必然会遇到各种可以预料和难以预料的风险挑战、艰难险阻甚至惊涛骇浪。我们必须增强忧患意识，坚持底线思维，居安思危、未雨绸缪，敢于斗争、善于斗争，通过顽强斗争打开事业发展新天地。中国式现代化是中国共产党领导的社会主义现代化，既有各国现代化的共同特征，更有基于自己国情的中国特色。我们坚持以人民为中心的发展思想，坚持人民主体地位，坚持发展为了人民、发展依靠人民、发展成果由人民共享，着力解决好人民群众急难愁盼问题，让现代化建设成果更多更公平惠及全体人民。: [264, 323, 324, 377]
- page-number: 3: [384, 0, 391, 14]
- section-title: 要闻: [184, 5, 212, 16]
- article-column-1: [4, 54, 64, 791]
- section-heading: 五、推进中国式现代化需要处理好的若干重大关系: [199, 339, 259, 350]
- body-paragraph: 推进中国式现代化，是一项前无古人的开创性事业，必然会遇到各种可以预料和难以预料的风险挑战、艰难险阻甚至惊涛骇浪。我们必须增强忧患意识，坚持底线思维，居安思危、未雨绸缪，敢于斗争、善于斗争，通过顽强斗争打开事业发展新天地。中国式现代化是中国共产党领导的社会主义现代化，既有各国现代化的共同特征，更有基于自己国情的中国特色。我们坚持以人民为中心的发展思想，坚持人民主体地位，坚持发展为了人民、发展依靠人民、发展成果由人民共享，着力解决好人民群众急难愁盼问题，让现代化建设成果更多更公平惠及全体人民。: [69, 538, 129, 592]
- newspaper-logo: 光明日報: [3, 2, 39, 12]
- body-paragraph: 推进中国式现代化，是一项前无古人的开创性事业，必然会遇到各种可以预料和难以预料的风险挑战、艰难险阻甚至惊涛骇浪。我们必须增强忧患意识，坚持底线思维，居安思危、未雨绸缪，敢于斗争、善于斗争，通过顽强斗争打开事业发展新天地。中国式现代化是中国共产党领导的社会主义现代化，既有各国现代化的共同特征，更有基于自己国情的中国特色。我们坚持以人民为中心的发展思想，坚持人民主体地位，坚持发展为了人民、发展依靠人民、发展成果由人民共享，着力解决好人民群众急难愁盼问题，让现代化建设成果更多更公平惠及全体人民。: [4, 176, 64, 230]
- body-paragraph: 推进中国式现代化，是一项前无古人的开创性事业，必然会遇到各种可以预料和难以预料的风险挑战、艰难险阻甚至惊涛骇浪。我们必须增强忧患意识，坚持底线思维，居安思危、未雨绸缪，敢于斗争、善于斗争，通过顽强斗争打开事业发展新天地。中国式现代化是中国共产党领导的社会主义现代化，既有各国现代化的共同特征，更有基于自己国情的中国特色。我们坚持以人民为中心的发展思想，坚持人民主体地位，坚持发展为了人民、发展依靠人民、发展成果由人民共享，着力解决好人民群众急难愁盼问题，让现代化建设成果更多更公平惠及全体人民。: [329, 217, 395, 267]
- body-paragraph: 推进中国式现代化，是一项前无古人的开创性事业，必然会遇到各种可以预料和难以预料的风险挑战、艰难险阻甚至惊涛骇浪。我们必须增强忧患意识，坚持底线思维，居安思危、未雨绸缪，敢于斗争、善于斗争，通过顽强斗争打开事业发展新天地。中国式现代化是中国共产党领导的社会主义现代化，既有各国现代化的共同特征，更有基于自己国情的中国特色。我们坚持以人民为中心的发展思想，坚持人民主体地位，坚持发展为了人民、发展依靠人民、发展成果由人民共享，着力解决好人民群众急难愁盼问题，让现代化建设成果更多更公平惠及全体人民。: [264, 215, 324, 269]
- body-paragraph: 推进中国式现代化，是一项前无古人的开创性事业，必然会遇到各种可以预料和难以预料的风险挑战、艰难险阻甚至惊涛骇浪。我们必须增强忧患意识，坚持底线思维，居安思危、未雨绸缪，敢于斗争、善于斗争，通过顽强斗争打开事业发展新天地。中国式现代化是中国共产党领导的社会主义现代化，既有各国现代化的共同特征，更有基于自己国情的中国特色。我们坚持以人民为中心的发展思想，坚持人民主体地位，坚持发展为了人民、发展依靠人民、发展成果由人民共享，着力解决好人民群众急难愁盼问题，让现代化建设成果更多更公平惠及全体人民。: [199, 405, 259, 460]
- article-source-note: （刊载于2023年第7期《求是》杂志）: [334, 574, 396, 578]
- body-paragraph: 推进中国式现代化，是一项前无古人的开创性事业，必然会遇到各种可以预料和难以预料的风险挑战、艰难险阻甚至惊涛骇浪。我们必须增强忧患意识，坚持底线思维，居安思危、未雨绸缪，敢于斗争、善于斗争，通过顽强斗争打开事业发展新天地。中国式现代化是中国共产党领导的社会主义现代化，既有各国现代化的共同特征，更有基于自己国情的中国特色。我们坚持以人民为中心的发展思想，坚持人民主体地位，坚持发展为了人民、发展依靠人民、发展成果由人民共享，着力解决好人民群众急难愁盼问题，让现代化建设成果更多更公平惠及全体人民。: [4, 54, 64, 108]
- sub-heading: 第三，物质文明和精神文明相协调的现代化。: [134, 443, 194, 453]
- sub-heading: 第二，全体人民共同富裕的现代化。: [134, 330, 189, 335]
- body-paragraph: 推进中国式现代化，是一项前无古人的开创性事业，必然会遇到各种可以预料和难以预料的风险挑战、艰难险阻甚至惊涛骇浪。我们必须增强忧患意识，坚持底线思维，居安思危、未雨绸缪，敢于斗争、善于斗争，通过顽强斗争打开事业发展新天地。中国式现代化是中国共产党领导的社会主义现代化，既有各国现代化的共同特征，更有基于自己国情的中国特色。我们坚持以人民为中心的发展思想，坚持人民主体地位，坚持发展为了人民、发展依靠人民、发展成果由人民共享，着力解决好人民群众急难愁盼问题，让现代化建设成果更多更公平惠及全体人民。: [264, 54, 324, 108]
- section-heading: 一、中国式现代化是强国建设、民族复兴的康庄大道: [4, 163, 64, 174]
- body-paragraph: 推进中国式现代化，是一项前无古人的开创性事业，必然会遇到各种可以预料和难以预料的风险挑战、艰难险阻甚至惊涛骇浪。我们必须增强忧患意识，坚持底线思维，居安思危、未雨绸缪，敢于斗争、善于斗争，通过顽强斗争打开事业发展新天地。中国式现代化是中国共产党领导的社会主义现代化，既有各国现代化的共同特征，更有基于自己国情的中国特色。我们坚持以人民为中心的发展思想，坚持人民主体地位，坚持发展为了人民、发展依靠人民、发展成果由人民共享，着力解决好人民群众急难愁盼问题，让现代化建设成果更多更公平惠及全体人民。: [69, 376, 129, 430]
- body-paragraph: 推进中国式现代化，是一项前无古人的开创性事业，必然会遇到各种可以预料和难以预料的风险挑战、艰难险阻甚至惊涛骇浪。我们必须增强忧患意识，坚持底线思维，居安思危、未雨绸缪，敢于斗争、善于斗争，通过顽强斗争打开事业发展新天地。中国式现代化是中国共产党领导的社会主义现代化，既有各国现代化的共同特征，更有基于自己国情的中国特色。我们坚持以人民为中心的发展思想，坚持人民主体地位，坚持发展为了人民、发展依靠人民、发展成果由人民共享，着力解决好人民群众急难愁盼问题，让现代化建设成果更多更公平惠及全体人民。: [264, 269, 324, 323]
